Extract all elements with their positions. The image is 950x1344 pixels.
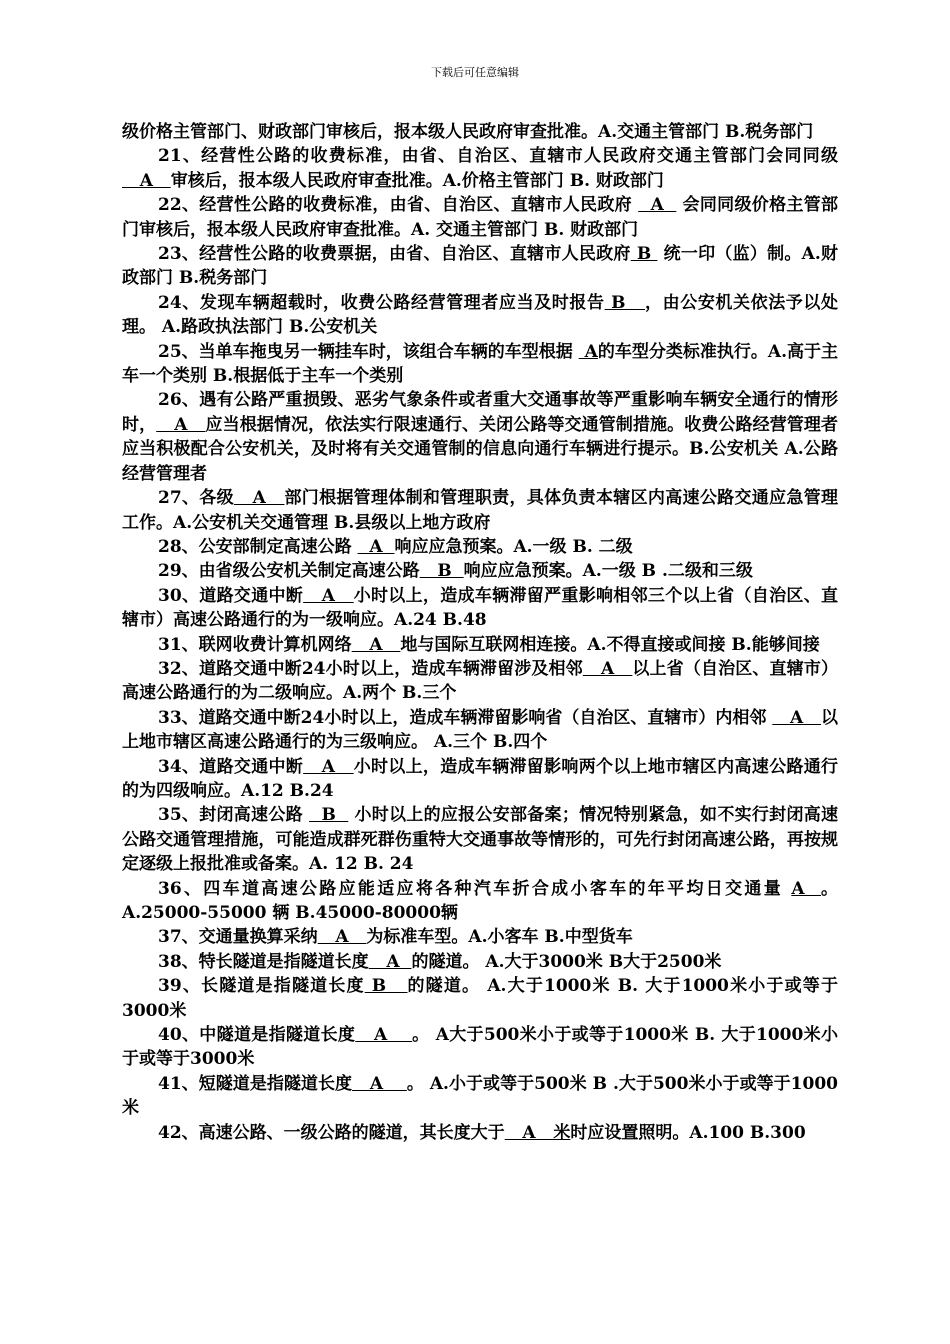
question-paragraph [122, 803, 838, 876]
question-text: 35、封闭高速公路 [158, 805, 310, 826]
question-options: 会同同级价格主管部门审核后，报本级人民政府审查批准。A. 交通主管部门 B. 财政部门 [122, 195, 839, 240]
question-options: 。A.25000-55000 辆 B.45000-80000辆 [122, 878, 839, 923]
question-paragraph [122, 242, 838, 291]
question-text: 27、各级 [158, 488, 234, 509]
answer-blank: A [357, 536, 395, 557]
question-text: 21、经营性公路的收费标准，由省、自治区、直辖市人民政府交通主管部门会同同级 [158, 146, 838, 167]
answer-blank: B [364, 976, 408, 997]
question-options: 小时以上，造成车辆滞留严重影响相邻三个以上省（自治区、直辖市）高速公路通行的为一级响应。A.24 B.48 [122, 585, 839, 631]
question-options: 为标准车型。A.小客车 B.中型货车 [366, 927, 633, 948]
question-text: 29、由省级公安机关制定高速公路 [158, 561, 420, 582]
question-options: 地与国际互联网相连接。A.不得直接或间接 B.能够间接 [400, 634, 820, 655]
question-options: ，由公安机关依法予以处理。 A.路政执法部门 B.公安机关 [122, 292, 839, 338]
question-paragraph [122, 706, 838, 755]
answer-blank: B [630, 244, 658, 265]
answer-blank: A [303, 756, 354, 777]
question-paragraph [122, 633, 838, 657]
question-paragraph [122, 486, 838, 535]
answer-blank: B [309, 805, 349, 826]
question-text: 42、高速公路、一级公路的隧道，其长度大于 [158, 1122, 505, 1143]
question-options: 审核后，报本级人民政府审查批准。A.价格主管部门 B. 财政部门 [170, 170, 664, 191]
question-paragraph [122, 950, 838, 974]
answer-blank: A [355, 1025, 413, 1046]
question-paragraph [122, 584, 838, 633]
question-paragraph [122, 925, 838, 949]
answer-blank: A [317, 927, 367, 948]
question-options: 响应应急预案。A.一级 B. 二级 [394, 536, 633, 557]
answer-blank: A [638, 195, 677, 216]
answer-blank: A [156, 414, 206, 435]
question-paragraph [122, 559, 838, 583]
question-paragraph [122, 535, 838, 559]
answer-blank: A [791, 878, 822, 899]
question-paragraph [122, 877, 838, 926]
page-header: 下载后可任意编辑 [431, 66, 519, 79]
question-paragraph [122, 974, 838, 1023]
question-text: 30、道路交通中断 [158, 585, 304, 606]
answer-blank: A [233, 488, 285, 509]
answer-blank: A [582, 658, 633, 679]
answer-blank: A [351, 634, 401, 655]
question-text: 34、道路交通中断 [158, 756, 304, 777]
question-text: 31、联网收费计算机网络 [158, 634, 352, 655]
question-text: 40、中隧道是指隧道长度 [158, 1025, 356, 1046]
question-text: 33、道路交通中断24小时以上，造成车辆滞留影响省（自治区、直辖市）内相邻 [158, 707, 773, 728]
question-text: 28、公安部制定高速公路 [158, 536, 358, 557]
answer-blank: A [368, 951, 412, 972]
question-paragraph [122, 755, 838, 804]
answer-blank: B [419, 561, 464, 582]
question-options: 应当根据情况，依法实行限速通行、关闭公路等交通管制措施。收费公路经营管理者应当积极配合公安机关，及时将有关交通管制的信息向通行车辆进行提示。B.公安机关 A.公路经营管理者 [122, 414, 839, 484]
question-text: 26、遇有公路严重损毁、恶劣气象条件或者重大交通事故等严重影响车辆安全通行的情形时， [122, 390, 838, 435]
answer-blank: B [604, 292, 646, 313]
question-paragraph [122, 1072, 838, 1121]
answer-blank: A [303, 585, 354, 606]
answer-blank: A 米 [504, 1122, 571, 1143]
question-text: 32、道路交通中断24小时以上，造成车辆滞留涉及相邻 [158, 658, 583, 679]
question-options: 小时以上，造成车辆滞留影响两个以上地市辖区内高速公路通行的为四级响应。A.12 B.24 [122, 756, 839, 801]
answer-blank: A [578, 341, 598, 362]
question-text: 25、当单车拖曳另一辆挂车时，该组合车辆的车型根据 [158, 341, 579, 362]
question-paragraph [122, 193, 838, 242]
question-paragraph [122, 388, 838, 486]
document-body [122, 120, 838, 1145]
question-paragraph [122, 657, 838, 706]
question-text: 41、短隧道是指隧道长度 [158, 1073, 353, 1094]
question-options: 的隧道。 A.大于3000米 B大于2500米 [411, 951, 722, 972]
question-options: 以上地市辖区高速公路通行的为三级响应。 A.三个 B.四个 [122, 707, 839, 753]
question-options: 统一印（监）制。A.财政部门 B.税务部门 [122, 244, 839, 289]
question-paragraph [122, 144, 838, 193]
question-text: 24、发现车辆超载时，收费公路经营管理者应当及时报告 [158, 292, 605, 313]
question-paragraph [122, 120, 838, 144]
question-options: 。 A.小于或等于500米 B .大于500米小于或等于1000米 [122, 1073, 838, 1119]
question-options: 的车型分类标准执行。A.高于主车一个类别 B.根据低于主车一个类别 [122, 341, 839, 387]
answer-blank: A [772, 707, 822, 728]
question-text: 37、交通量换算采纳 [158, 927, 318, 948]
answer-blank: A [352, 1073, 407, 1094]
question-options: 。 A大于500米小于或等于1000米 B. 大于1000米小于或等于3000米 [122, 1025, 838, 1070]
question-options: 的隧道。 A.大于1000米 B. 大于1000米小于或等于3000米 [122, 976, 838, 1021]
answer-blank: A [122, 170, 171, 191]
question-options: 部门根据管理体制和管理职责，具体负责本辖区内高速公路交通应急管理工作。A.公安机关交通管理 B.县级以上地方政府 [122, 488, 838, 533]
question-options: 时应设置照明。A.100 B.300 [570, 1122, 806, 1143]
question-text: 39、长隧道是指隧道长度 [158, 976, 365, 997]
question-options: 以上省（自治区、直辖市）高速公路通行的为二级响应。A.两个 B.三个 [122, 658, 838, 704]
question-text: 22、经营性公路的收费标准，由省、自治区、直辖市人民政府 [158, 195, 639, 216]
question-paragraph [122, 291, 838, 340]
question-paragraph [122, 340, 838, 389]
question-text: 级价格主管部门、财政部门审核后，报本级人民政府审查批准。A.交通主管部门 B.税务部门 [122, 122, 814, 142]
question-options: 小时以上的应报公安部备案；情况特别紧急，如不实行封闭高速公路交通管理措施，可能造成群死群伤重特大交通事故等情形的，可先行封闭高速公路，再按规定逐级上报批准或备案。A. 12 B. 24 [122, 805, 839, 875]
question-paragraph [122, 1121, 838, 1145]
question-options: 响应应急预案。A.一级 B .二级和三级 [463, 561, 753, 582]
question-text: 38、特长隧道是指隧道长度 [158, 951, 369, 972]
question-paragraph [122, 1023, 838, 1072]
question-text: 36、四车道高速公路应能适应将各种汽车折合成小客车的年平均日交通量 [158, 878, 792, 899]
question-text: 23、经营性公路的收费票据，由省、自治区、直辖市人民政府 [158, 244, 631, 265]
